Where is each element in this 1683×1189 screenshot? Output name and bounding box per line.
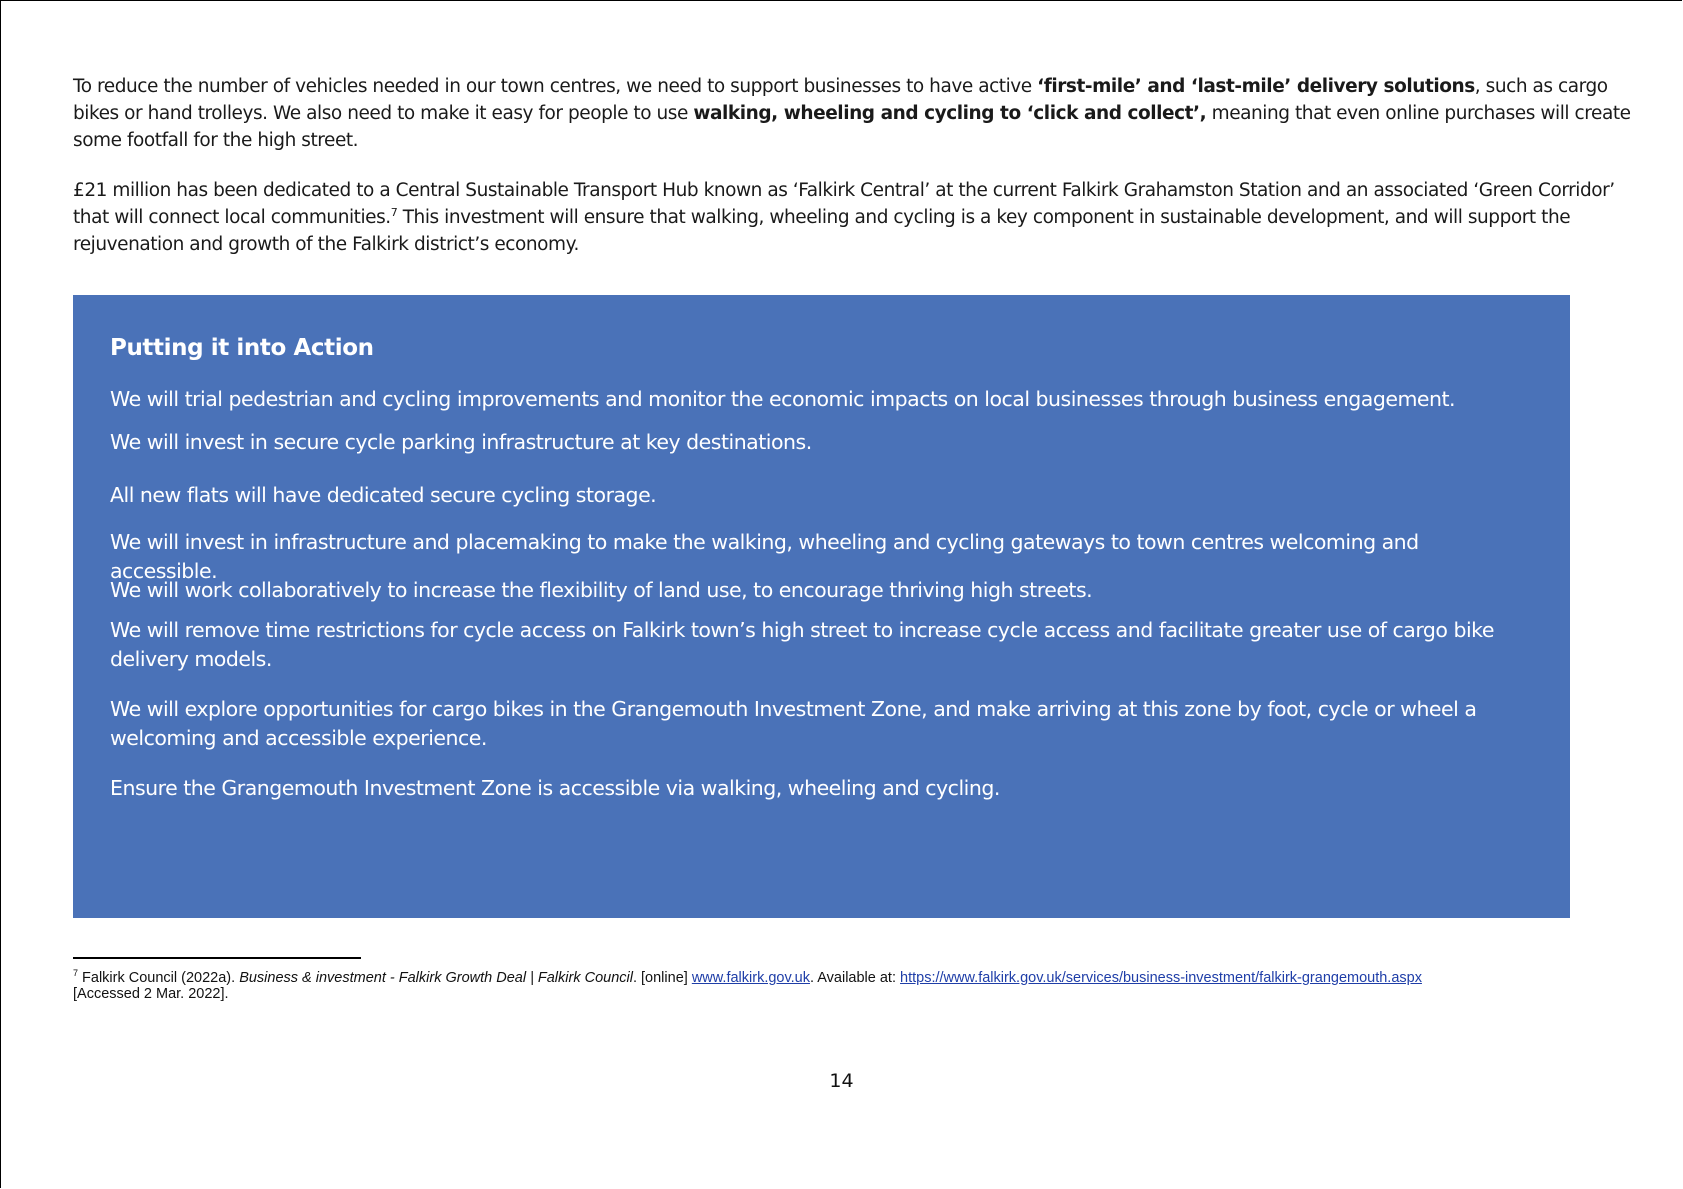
action-item: We will trial pedestrian and cycling improvements and monitor the economic impacts on local businesses through business engagement. [110, 387, 1456, 411]
page-number: 14 [829, 1070, 854, 1092]
footnote [73, 970, 1633, 1002]
action-item: We will invest in secure cycle parking infrastructure at key destinations. [110, 430, 812, 454]
text-run: To reduce the number of vehicles needed in our town centres, we need to support businesses to have active [73, 76, 1038, 97]
action-item: We will explore opportunities for cargo bikes in the Grangemouth Investment Zone, and make arriving at this zone by foot, cycle or wheel a welcoming and accessible experience. [110, 697, 1477, 750]
text-run: £21 million has been dedicated to a Central Sustainable Transport Hub known as ‘Falkirk Central’ at the current Falkirk Grahamston Station and an associated ‘Green Corridor’ that will connect local communities. [73, 180, 1615, 228]
text-run: . Available at: [810, 970, 901, 986]
text-run: , such as cargo bikes or hand trolleys. We also need to make it easy for people to use [73, 76, 1608, 124]
footnote-reference[interactable]: 7 [390, 205, 398, 219]
action-item: All new flats will have dedicated secure cycling storage. [110, 483, 657, 507]
footnote-separator [73, 957, 361, 959]
body-paragraph-delivery [73, 73, 1648, 154]
bold-phrase-click-and-collect: walking, wheeling and cycling to ‘click and collect’, [693, 103, 1207, 124]
text-run: . [online] [632, 970, 692, 986]
footnote-marker: 7 [73, 968, 79, 979]
footnote-title: Business & investment - Falkirk Growth Deal | Falkirk Council [239, 970, 633, 986]
action-item: We will work collaboratively to increase the flexibility of land use, to encourage thriving high streets. [110, 578, 1093, 602]
bold-phrase-delivery-solutions: ‘first-mile’ and ‘last-mile’ delivery solutions [1037, 76, 1475, 97]
action-item: Ensure the Grangemouth Investment Zone is accessible via walking, wheeling and cycling. [110, 776, 1000, 800]
text-run: This investment will ensure that walking, wheeling and cycling is a key component in sustainable development, and will support the rejuvenation and growth of the Falkirk district’s economy. [73, 207, 1571, 255]
action-box-title: Putting it into Action [110, 335, 374, 361]
footnote-accessed: [Accessed 2 Mar. 2022]. [73, 986, 229, 1002]
footnote-author: Falkirk Council (2022a). [78, 970, 240, 986]
text-run: meaning that even online purchases will create some footfall for the high street. [73, 103, 1631, 151]
body-paragraph-transport-hub [73, 177, 1648, 258]
footnote-url-link[interactable]: https://www.falkirk.gov.uk/services/business-investment/falkirk-grangemouth.aspx [900, 970, 1422, 986]
action-callout-box [73, 295, 1570, 918]
action-item: We will invest in infrastructure and placemaking to make the walking, wheeling and cycling gateways to town centres welcoming and accessible. [110, 530, 1419, 583]
footnote-site-link[interactable]: www.falkirk.gov.uk [691, 970, 810, 986]
action-item: We will remove time restrictions for cycle access on Falkirk town’s high street to increase cycle access and facilitate greater use of cargo bike delivery models. [110, 618, 1494, 671]
